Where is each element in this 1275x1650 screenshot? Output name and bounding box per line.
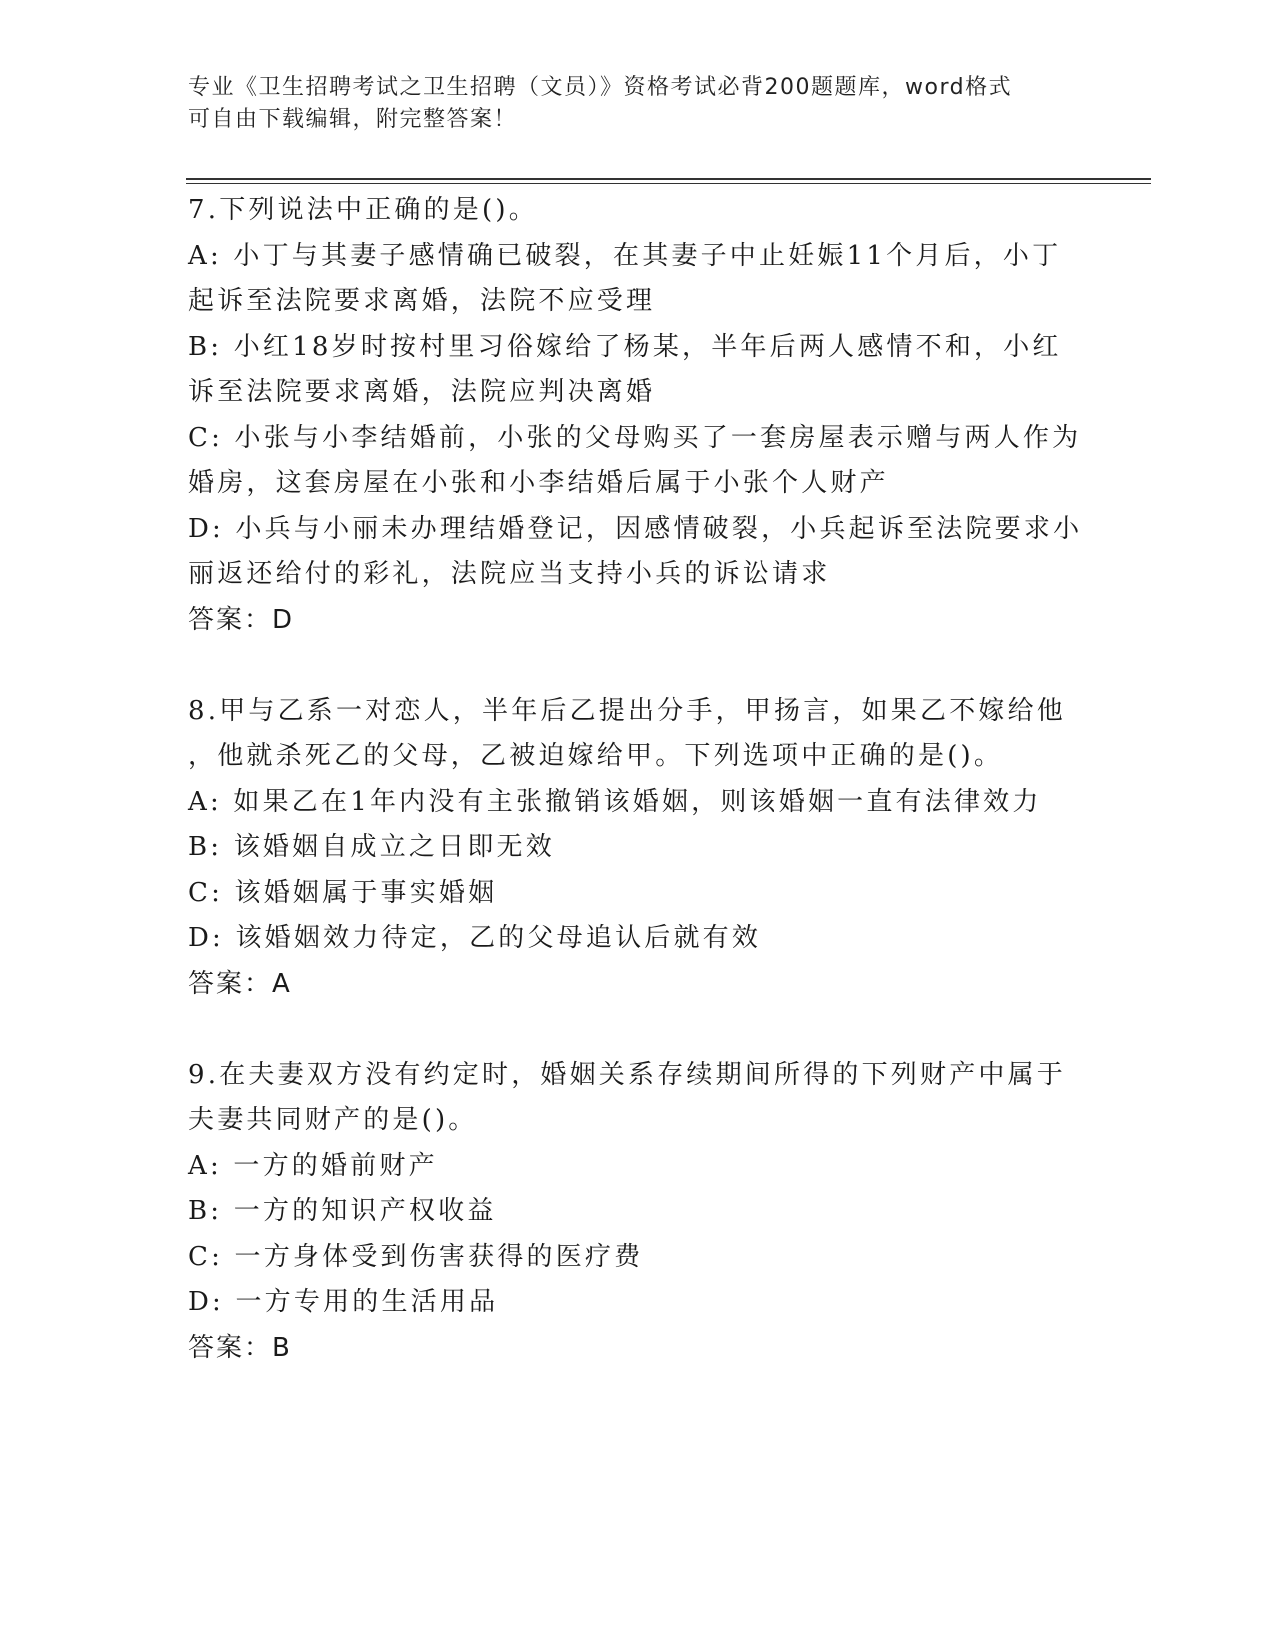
question-stem-continued: 夫妻共同财产的是()。 — [188, 1105, 478, 1135]
question-8 — [188, 689, 1088, 1008]
spacer — [188, 1007, 1088, 1053]
option-d-continued: 丽返还给付的彩礼，法院应当支持小兵的诉讼请求 — [188, 559, 831, 589]
question-9 — [188, 1053, 1088, 1372]
document-header — [188, 72, 1068, 136]
answer: 答案：D — [188, 604, 295, 635]
option-c: C: 一方身体受到伤害获得的医疗费 — [188, 1241, 644, 1272]
option-c: C: 该婚姻属于事实婚姻 — [188, 877, 498, 908]
header-divider-thick — [186, 178, 1151, 180]
option-a: A: 小丁与其妻子感情确已破裂，在其妻子中止妊娠11个月后，小丁 — [188, 240, 1062, 271]
option-c: C: 小张与小李结婚前，小张的父母购买了一套房屋表示赠与两人作为 — [188, 422, 1082, 453]
option-c-continued: 婚房，这套房屋在小张和小李结婚后属于小张个人财产 — [188, 468, 889, 498]
spacer — [188, 643, 1088, 689]
question-stem-continued: ，他就杀死乙的父母，乙被迫嫁给甲。下列选项中正确的是()。 — [188, 741, 1004, 771]
option-a-continued: 起诉至法院要求离婚，法院不应受理 — [188, 286, 656, 316]
question-7 — [188, 188, 1088, 643]
header-line-1: 专业《卫生招聘考试之卫生招聘（文员）》资格考试必背200题题库，word格式 — [188, 75, 1013, 100]
question-stem: 8.甲与乙系一对恋人，半年后乙提出分手，甲扬言，如果乙不嫁给他 — [188, 695, 1067, 726]
question-list — [188, 188, 1088, 1371]
option-a: A: 一方的婚前财产 — [188, 1150, 438, 1181]
header-line-2: 可自由下载编辑，附完整答案！ — [188, 107, 518, 132]
option-b: B: 该婚姻自成立之日即无效 — [188, 832, 555, 862]
option-d: D: 小兵与小丽未办理结婚登记，因感情破裂，小兵起诉至法院要求小 — [188, 513, 1083, 544]
answer: 答案：B — [188, 1332, 292, 1363]
question-stem: 9.在夫妻双方没有约定时，婚姻关系存续期间所得的下列财产中属于 — [188, 1059, 1067, 1090]
answer: 答案：A — [188, 968, 292, 999]
header-divider-thin — [186, 183, 1151, 184]
option-d: D: 该婚姻效力待定，乙的父母追认后就有效 — [188, 923, 762, 953]
question-stem: 7.下列说法中正确的是()。 — [188, 195, 538, 225]
option-b: B: 小红18岁时按村里习俗嫁给了杨某，半年后两人感情不和，小红 — [188, 331, 1062, 362]
option-a: A: 如果乙在1年内没有主张撤销该婚姻，则该婚姻一直有法律效力 — [188, 786, 1042, 817]
option-d: D: 一方专用的生活用品 — [188, 1287, 499, 1317]
option-b: B: 一方的知识产权收益 — [188, 1196, 497, 1226]
option-b-continued: 诉至法院要求离婚，法院应判决离婚 — [188, 377, 656, 407]
